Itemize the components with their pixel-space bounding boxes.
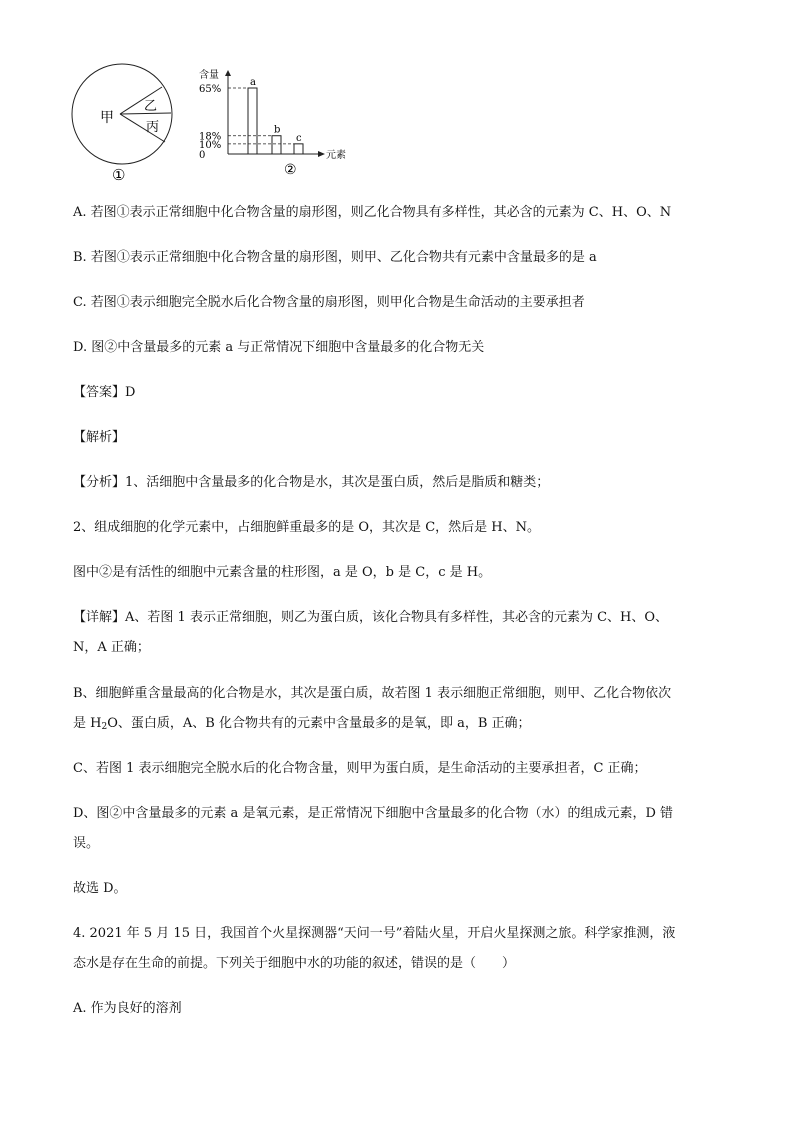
pie-label-bing: 丙	[146, 120, 160, 135]
answer-tag: 【答案】	[73, 385, 126, 400]
detail-a-line-1	[73, 608, 668, 628]
figure1-label: ①	[112, 166, 126, 184]
y-axis-arrow	[225, 70, 231, 76]
analysis-line-3: 图中②是有活性的细胞中元素含量的柱形图，a 是 O，b 是 C，c 是 H。	[73, 565, 492, 580]
x-axis-label: 元素	[326, 150, 346, 161]
detail-d-line-2: 误。	[73, 836, 100, 851]
question4-line-1: 4. 2021 年 5 月 15 日，我国首个火星探测器“天问一号”着陆火星，开启火星探测之旅。科学家推测，液	[73, 926, 676, 941]
x-axis-arrow	[318, 151, 325, 157]
detail-a-text-1: A、若图 1 表示正常细胞，则乙为蛋白质，该化合物具有多样性，其必含的元素为 C、H、O、	[125, 610, 669, 625]
bar-c	[294, 144, 303, 154]
analysis-line-2: 2、组成细胞的化学元素中，占细胞鲜重最多的是 O，其次是 C，然后是 H、N。	[73, 520, 540, 535]
detail-b-pre: 是 H	[73, 716, 102, 731]
y-tick-label: 65%	[199, 84, 222, 95]
answer-value: D	[125, 385, 136, 400]
option-b: B. 若图①表示正常细胞中化合物含量的扇形图，则甲、乙化合物共有元素中含量最多的是 a	[73, 250, 597, 265]
detail-b-post: O、蛋白质，A、B 化合物共有的元素中含量最多的是氧，即 a，B 正确；	[107, 716, 531, 731]
detail-d-line-1: D、图②中含量最多的元素 a 是氧元素，是正常情况下细胞中含量最多的化合物（水）的组成元素，D 错	[73, 806, 673, 821]
detail-b-line-2	[73, 714, 531, 737]
y-tick-label: 18%	[199, 131, 222, 143]
bar-label-b: b	[274, 124, 281, 136]
jiexi-heading: 【解析】	[73, 430, 126, 445]
bar-label-c: c	[296, 132, 302, 144]
detail-b-line-1: B、细胞鲜重含量最高的化合物是水，其次是蛋白质，故若图 1 表示细胞正常细胞，则甲、乙化合物依次	[73, 686, 672, 701]
bar-b	[272, 136, 281, 154]
detail-b-sub: 2	[101, 722, 108, 732]
analysis-line-1	[73, 473, 549, 493]
bar-chart	[199, 68, 346, 178]
y-tick-label: 10%	[199, 139, 222, 151]
question4-option-a: A. 作为良好的溶剂	[73, 1001, 182, 1016]
analysis-tag: 【分析】	[73, 475, 126, 490]
detail-tag: 【详解】	[73, 610, 126, 625]
y-axis-label: 含量	[199, 70, 219, 81]
detail-a-line-2: N，A 正确；	[73, 640, 150, 655]
option-c: C. 若图①表示细胞完全脱水后化合物含量的扇形图，则甲化合物是生命活动的主要承担者	[73, 295, 585, 310]
option-a: A. 若图①表示正常细胞中化合物含量的扇形图，则乙化合物具有多样性，其必含的元素为 C、H、O、N	[73, 205, 672, 220]
conclusion: 故选 D。	[73, 881, 127, 896]
answer-line	[73, 383, 135, 403]
bar-label-a: a	[250, 77, 256, 88]
analysis-text-1: 1、活细胞中含量最多的化合物是水，其次是蛋白质，然后是脂质和糖类；	[125, 475, 550, 490]
figure2-label: ②	[284, 162, 297, 178]
detail-c-line: C、若图 1 表示细胞完全脱水后的化合物含量，则甲为蛋白质，是生命活动的主要承担者，C 正确；	[73, 761, 647, 776]
question4-line-2: 态水是存在生命的前提。下列关于细胞中水的功能的叙述，错误的是（ ）	[73, 956, 516, 971]
figures-svg	[60, 60, 380, 190]
option-d: D. 图②中含量最多的元素 a 与正常情况下细胞中含量最多的化合物无关	[73, 340, 485, 355]
y-tick-label: 0	[199, 150, 206, 161]
pie-label-yi: 乙	[144, 99, 158, 114]
figure-area	[60, 60, 380, 190]
pie-label-jia: 甲	[100, 110, 114, 126]
